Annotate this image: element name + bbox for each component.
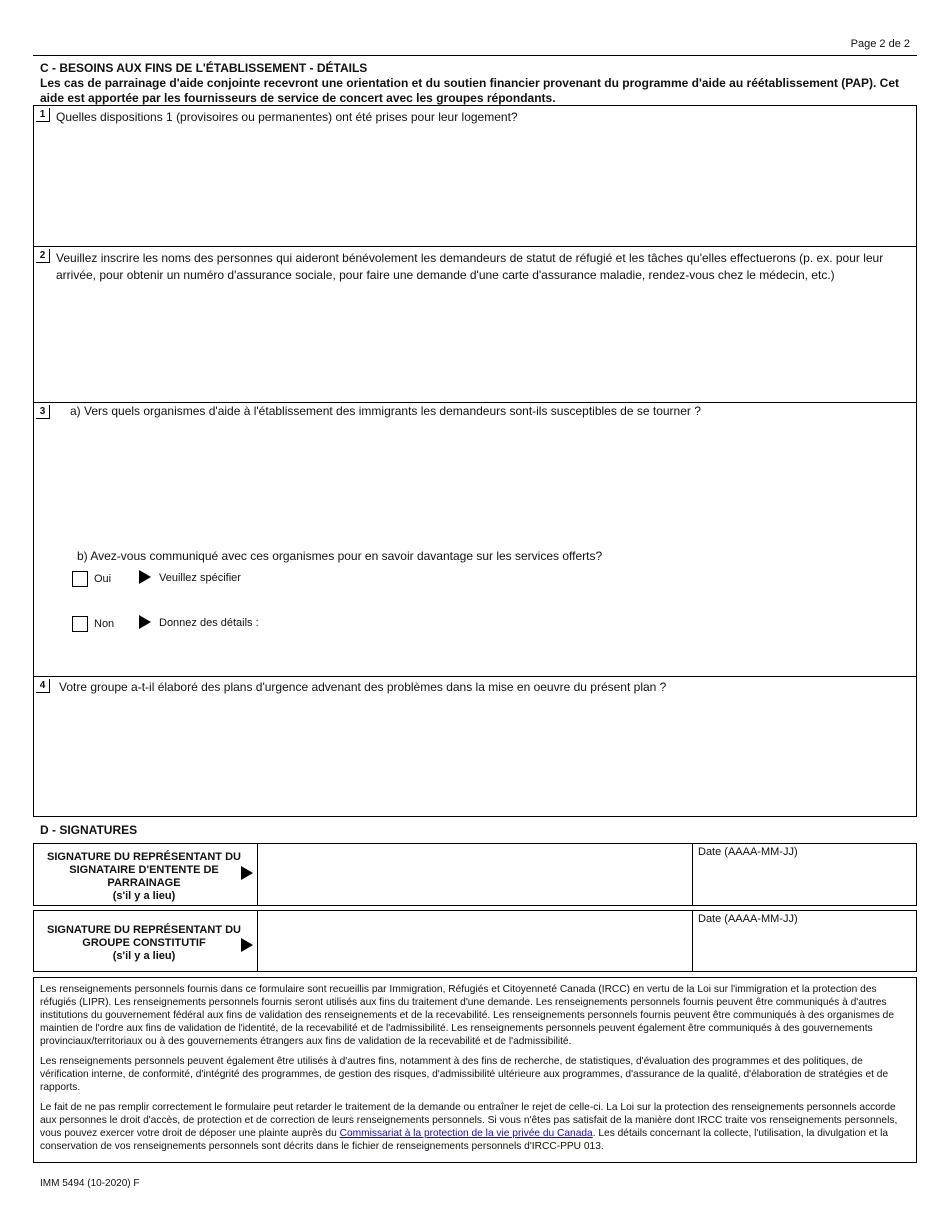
page-number: Page 2 de 2 xyxy=(850,38,910,50)
privacy-paragraph-1: Les renseignements personnels fournis dans ce formulaire sont recueillis par Immigration, Réfugiés et Citoyenneté Canada (IRCC) en vertu de la Loi sur l'immigration et la protection des réfugiés (LIPR). Les renseignements personnels fournis seront utilisés aux fins du traitement d'une demande. Les renseignements personnels fournis peuvent être communiqués à d'autres institutions du gouvernement fédéral aux fins de validation des renseignements et de la recevabilité. Les renseignements personnels fournis peuvent être communiqués à des organismes de maintien de l'ordre aux fins de validation de l'identité, de la recevabilité et de l'admissibilité. Les renseignements personnels peuvent également être communiqués à des gouvernements provinciaux/territoriaux ou à des gouvernements étrangers aux fins de validation de la recevabilité et de l'admissibilité. xyxy=(40,984,894,1047)
privacy-paragraph-3: Le fait de ne pas remplir correctement le formulaire peut retarder le traitement de la demande ou entraîner le rejet de celle-ci. La Loi sur la protection des renseignements personnels accorde aux personnes le droit d'accès, de protection et de correction de leurs renseignements personnels. Si vous n'êtes pas satisfait de la manière dont IRCC traite vos renseignements personnels, vous pouvez exercer votre droit de déposer une plainte auprès du Commissariat à la protection de la vie privée du Canada. Les détails concernant la collecte, l'utilisation, la divulgation et la conservation de vos renseignements personnels sont décrits dans le fichier de renseignements personnels d'IRCC-PPU 013. xyxy=(40,1102,898,1152)
signature-row-1 xyxy=(33,843,917,906)
question-1-box[interactable] xyxy=(33,105,917,247)
section-c-subtitle: Les cas de parrainage d'aide conjointe recevront une orientation et du soutien financier provenant du programme d'aide au réétablissement (PAP). Cet aide est apportée par les fournisseurs de service de concert avec les groupes répondants. xyxy=(40,76,900,105)
signature-1-field[interactable] xyxy=(258,844,692,905)
arrow-right-icon xyxy=(241,866,253,880)
question-3-number: 3 xyxy=(36,405,50,419)
signature-2-date-field[interactable] xyxy=(693,927,916,971)
non-label: Non xyxy=(94,618,115,630)
signature-2-field[interactable] xyxy=(258,911,692,971)
question-2-number: 2 xyxy=(36,249,50,263)
top-divider xyxy=(33,55,917,56)
question-3-box[interactable] xyxy=(33,402,917,677)
oui-label: Oui xyxy=(94,573,112,585)
question-3a-text: a) Vers quels organismes d'aide à l'établissement des immigrants les demandeurs sont-ils susceptibles de se tourner ? xyxy=(70,404,701,418)
privacy-notice xyxy=(33,977,917,1163)
question-3b-text: b) Avez-vous communiqué avec ces organismes pour en savoir davantage sur les services offerts? xyxy=(77,549,603,563)
arrow-right-icon xyxy=(241,938,253,952)
signature-1-date-label: Date (AAAA-MM-JJ) xyxy=(698,846,798,858)
question-4-number: 4 xyxy=(36,679,50,693)
non-checkbox[interactable] xyxy=(72,616,88,632)
oui-checkbox[interactable] xyxy=(72,571,88,587)
question-2-box[interactable] xyxy=(33,246,917,403)
signature-2-label: SIGNATURE DU REPRÉSENTANT DU GROUPE CONSTITUTIF (s'il y a lieu) xyxy=(47,924,241,962)
arrow-right-icon xyxy=(139,570,151,584)
oui-specify-label: Veuillez spécifier xyxy=(159,572,241,584)
form-code: IMM 5494 (10-2020) F xyxy=(40,1178,140,1189)
section-c-title: C - BESOINS AUX FINS DE L'ÉTABLISSEMENT - DÉTAILS xyxy=(40,61,368,75)
question-4-text: Votre groupe a-t-il élaboré des plans d'urgence advenant des problèmes dans la mise en oeuvre du présent plan ? xyxy=(59,680,667,694)
signature-row-2 xyxy=(33,910,917,972)
privacy-paragraph-2: Les renseignements personnels peuvent également être utilisés à d'autres fins, notamment à des fins de recherche, de statistiques, d'évaluation des programmes et des politiques, de vérification interne, de conformité, d'intégrité des programmes, de gestion des risques, d'admissibilité ultérieure aux programmes, d'assurance de la qualité, d'élaboration de stratégies et de rapports. xyxy=(40,1056,889,1093)
arrow-right-icon xyxy=(139,615,151,629)
question-4-box[interactable] xyxy=(33,676,917,817)
privacy-commissioner-link[interactable]: Commissariat à la protection de la vie privée du Canada xyxy=(339,1128,593,1139)
question-2-text: Veuillez inscrire les noms des personnes qui aideront bénévolement les demandeurs de statut de réfugié et les tâches qu'elles effectuerons (p. ex. pour leur arrivée, pour obtenir un numéro d'assurance sociale, pour faire une demande d'une carte d'assurance maladie, rendez-vous chez le médecin, etc.) xyxy=(56,251,884,282)
signature-2-date-label: Date (AAAA-MM-JJ) xyxy=(698,913,798,925)
non-details-label: Donnez des détails : xyxy=(159,617,259,629)
section-d-title: D - SIGNATURES xyxy=(40,823,138,837)
question-1-text: Quelles dispositions 1 (provisoires ou permanentes) ont été prises pour leur logement? xyxy=(56,110,518,124)
question-1-number: 1 xyxy=(36,108,50,122)
signature-1-label: SIGNATURE DU REPRÉSENTANT DU SIGNATAIRE D'ENTENTE DE PARRAINAGE (s'il y a lieu) xyxy=(47,851,241,902)
signature-1-date-field[interactable] xyxy=(693,860,916,905)
